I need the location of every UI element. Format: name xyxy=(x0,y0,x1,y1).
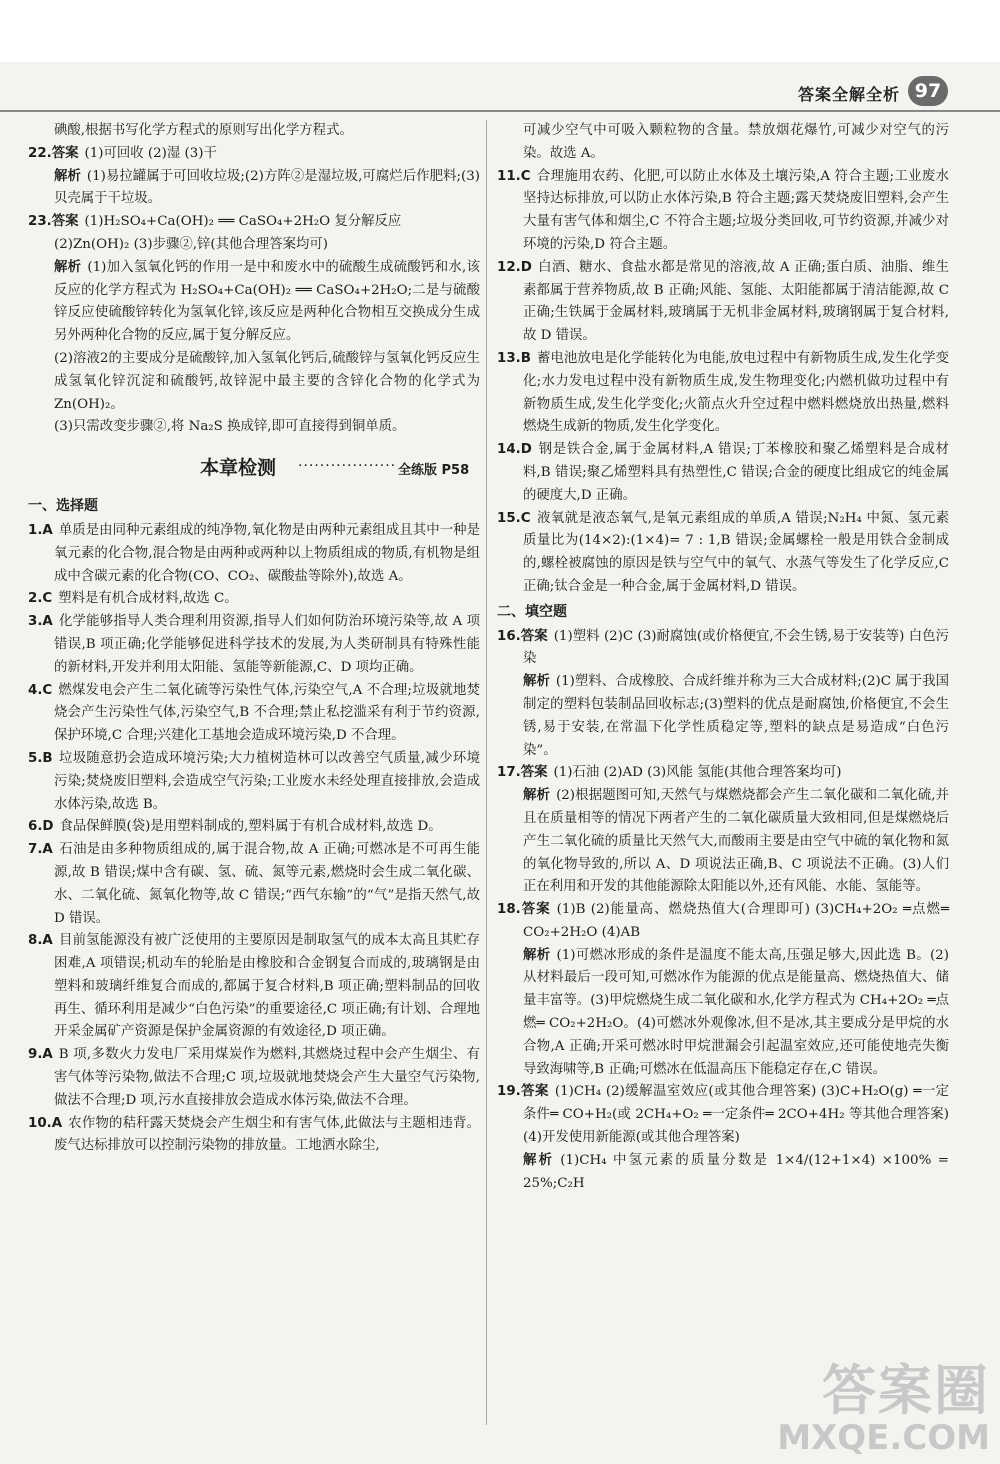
answer-paragraph xyxy=(28,143,480,166)
answer-paragraph xyxy=(28,588,480,611)
answer-paragraph xyxy=(28,839,480,930)
running-header-title: 答案全解全析 xyxy=(797,85,900,104)
answer-paragraph xyxy=(497,785,949,899)
paragraph-text: 钢是铁合金,属于金属材料,A 错误;丁苯橡胶和聚乙烯塑料是合成材料,B 错误;聚乙烯塑料具有热塑性,C 错误;合金的硬度比组成它的纯金属的硬度大,D 正确。 xyxy=(523,442,949,503)
answer-paragraph xyxy=(28,816,480,839)
answer-paragraph xyxy=(497,762,949,785)
question-label: 18.答案 xyxy=(497,902,551,918)
paragraph-text: 合理施用农药、化肥,可以防止水体及土壤污染,A 符合主题;工业废水坚持达标排放,可以防止水体污染,B 符合主题;露天焚烧废旧塑料,会产生大量有害气体和烟尘,C 不符合主题;垃圾分类回收,可节约资源,并减少对环境的污染,D 符合主题。 xyxy=(523,168,949,252)
question-label: 3.A xyxy=(28,614,53,630)
answer-paragraph xyxy=(497,257,949,348)
chapter-heading xyxy=(28,449,480,493)
question-label: 23.答案 xyxy=(28,214,79,230)
question-label: 解析 xyxy=(54,168,81,184)
paragraph-text: (1)易拉罐属于可回收垃圾;(2)方阵②是湿垃圾,可腐烂后作肥料;(3)贝壳属于干垃圾。 xyxy=(54,168,481,207)
question-label: 4.C xyxy=(28,682,53,698)
paragraph-text: (1)塑料 (2)C (3)耐腐蚀(或价格便宜,不会生锈,易于安装等) 白色污染 xyxy=(523,628,949,667)
chapter-leader-dots: ·················· xyxy=(298,458,397,475)
answer-paragraph xyxy=(497,945,949,1082)
paragraph-text: (1)CH₄ 中氢元素的质量分数是 1×4/(12+1×4) ×100% = 25%;C₂H xyxy=(523,1152,950,1191)
answer-paragraph xyxy=(497,439,949,507)
text-paragraph xyxy=(28,348,480,416)
answer-paragraph xyxy=(28,1113,480,1159)
question-label: 解析 xyxy=(523,788,551,804)
answer-paragraph xyxy=(497,348,949,439)
column-divider xyxy=(486,120,487,1425)
chapter-title: 本章检测 xyxy=(200,457,277,480)
question-label: 13.B xyxy=(497,350,531,366)
question-label: 9.A xyxy=(28,1047,53,1063)
paragraph-text: 可减少空气中可吸入颗粒物的含量。禁放烟花爆竹,可减少对空气的污染。故选 A。 xyxy=(523,123,949,161)
question-label: 22.答案 xyxy=(28,145,79,161)
answer-paragraph xyxy=(28,680,480,748)
paragraph-text: 垃圾随意扔会造成环境污染;大力植树造林可以改善空气质量,减少环境污染;焚烧废旧塑料,会造成空气污染;工业废水未经处理直接排放,会造成水体污染,故选 B。 xyxy=(54,750,480,812)
section-heading: 二、填空题 xyxy=(497,603,567,620)
paragraph-text: (1)塑料、合成橡胶、合成纤维并称为三大合成材料;(2)C 属于我国制定的塑料包装制品回收标志;(3)塑料的优点是耐腐蚀,价格便宜,不会生锈,易于安装,在常温下化学性质稳定等,塑料的缺点是易造成“白色污染”。 xyxy=(523,674,949,758)
answer-paragraph xyxy=(497,899,949,945)
question-label: 10.A xyxy=(28,1115,63,1131)
text-paragraph xyxy=(28,120,480,143)
right-column xyxy=(497,120,949,1195)
question-label: 7.A xyxy=(28,842,53,858)
answer-paragraph xyxy=(497,671,949,762)
paragraph-text: (1)加入氢氧化钙的作用一是中和废水中的硫酸生成硫酸钙和水,该反应的化学方程式为 H₂SO₄+Ca(OH)₂ ══ CaSO₄+2H₂O;二是与硫酸锌反应使硫酸锌转化为氢氧化锌,该反应是两种化合物相互交换成分生成另外两种化合物的反应,属于复分解反应。 xyxy=(54,259,480,344)
text-paragraph xyxy=(28,416,480,439)
paragraph-text: 燃煤发电会产生二氧化硫等污染性气体,污染空气,A 不合理;垃圾就地焚烧会产生污染性气体,污染空气,B 不合理;禁止私挖滥采有利于节约资源,保护环境,C 合理;兴建化工基地会造成环境污染,D 不合理。 xyxy=(54,682,480,744)
answer-paragraph xyxy=(497,166,949,257)
paragraph-text: 农作物的秸秆露天焚烧会产生烟尘和有害气体,此做法与主题相违背。废气达标排放可以控制污染物的排放量。工地洒水除尘, xyxy=(54,1115,480,1154)
question-label: 6.D xyxy=(28,819,54,835)
paragraph-text: 目前氢能源没有被广泛使用的主要原因是制取氢气的成本太高且其贮存困难,A 项错误;机动车的轮胎是由橡胶和合金钢复合而成的,玻璃钢是由塑料和玻璃纤维复合而成的,都属于复合材料,B 项正确;塑料制品的回收再生、循环利用是减少“白色污染”的重要途径,C 项正确;有计划、合理地开采金属矿产资源是保护金属资源的有效途径,D 项正确。 xyxy=(54,933,480,1040)
answer-paragraph xyxy=(28,211,480,234)
section-heading: 一、选择题 xyxy=(28,498,98,515)
question-label: 5.B xyxy=(28,750,53,766)
paragraph-text: (1)CH₄ (2)缓解温室效应(或其他合理答案) (3)C+H₂O(g) ═一定条件═ CO+H₂(或 2CH₄+O₂ ═一定条件═ 2CO+4H₂ 等其他合理答案) (4)开发使用新能源(或其他合理答案) xyxy=(523,1084,949,1146)
paragraph-text: 蓄电池放电是化学能转化为电能,放电过程中有新物质生成,发生化学变化;水力发电过程中没有新物质生成,发生物理变化;内燃机做功过程中有新物质生成,发生化学变化;火箭点火升空过程中燃料燃烧放出热量,燃料燃烧生成新的物质,发生化学变化。 xyxy=(523,350,949,435)
paragraph-text: 白酒、糖水、食盐水都是常见的溶液,故 A 正确;蛋白质、油脂、维生素都属于营养物质,故 B 正确;风能、氢能、太阳能都属于清洁能源,故 C 正确;生铁属于金属材料,玻璃属于无机非金属材料,玻璃钢属于复合材料,故 D 错误。 xyxy=(523,259,949,344)
answer-paragraph xyxy=(497,1081,949,1149)
question-label: 解析 xyxy=(523,1152,555,1168)
answer-paragraph xyxy=(28,520,480,588)
paragraph-text: (1)石油 (2)AD (3)风能 氢能(其他合理答案均可) xyxy=(553,765,842,781)
page-top-margin xyxy=(0,0,1000,62)
question-label: 2.C xyxy=(28,591,53,607)
question-label: 12.D xyxy=(497,259,532,275)
paragraph-text: 食品保鲜膜(袋)是用塑料制成的,塑料属于有机合成材料,故选 D。 xyxy=(59,819,442,835)
answer-paragraph xyxy=(28,611,480,679)
left-column xyxy=(28,120,480,1158)
question-label: 解析 xyxy=(54,259,82,275)
paragraph-text: (2)Zn(OH)₂ (3)步骤②,锌(其他合理答案均可) xyxy=(54,236,328,252)
question-label: 1.A xyxy=(28,522,53,538)
paragraph-text: 液氧就是液态氧气,是氧元素组成的单质,A 错误;N₂H₄ 中氮、氢元素质量比为(14×2):(1×4)= 7 : 1,B 错误;金属螺栓一般是用铁合金制成的,螺栓被腐蚀的原因是铁与空气中的氧气、水蒸气等发生了化学反应,C 正确;钛合金是一种合金,属于金属材料,D 错误。 xyxy=(523,510,949,594)
paragraph-text: (1)可回收 (2)湿 (3)干 xyxy=(84,145,217,161)
text-paragraph xyxy=(28,234,480,257)
paragraph-text: (3)只需改变步骤②,将 Na₂S 换成锌,即可直接得到铜单质。 xyxy=(54,419,406,435)
answer-paragraph xyxy=(497,1150,949,1196)
paragraph-text: 单质是由同种元素组成的纯净物,氧化物是由两种元素组成且其中一种是氧元素的化合物,混合物是由两种或两种以上物质组成的物质,有机物是组成中含碳元素的化合物(CO、CO₂、碳酸盐等除外),故选 A。 xyxy=(54,522,480,584)
page-number-badge: 97 xyxy=(908,76,948,106)
question-label: 15.C xyxy=(497,510,531,526)
question-label: 解析 xyxy=(523,947,551,963)
answer-paragraph xyxy=(28,748,480,816)
paragraph-text: (1)可燃冰形成的条件是温度不能太高,压强足够大,因此选 B。(2)从材料最后一段可知,可燃冰作为能源的优点是能量高、燃烧热值大、储量丰富等。(3)甲烷燃烧生成二氧化碳和水,化学方程式为 CH₄+2O₂ ═点燃═ CO₂+2H₂O。(4)可燃冰外观像冰,但不是冰,其主要成分是甲烷的水合物,A 正确;开采可燃冰时甲烷泄漏会引起温室效应,还可能使地壳失衡导致海啸等,B 正确;可燃冰在低温高压下能稳定存在,C 错误。 xyxy=(523,947,950,1077)
paragraph-text: B 项,多数火力发电厂采用煤炭作为燃料,其燃烧过程中会产生烟尘、有害气体等污染物,做法不合理;C 项,垃圾就地焚烧会产生大量空气污染物,做法不合理;D 项,污水直接排放会造成水体污染,做法不合理。 xyxy=(54,1047,480,1108)
question-label: 8.A xyxy=(28,933,53,949)
question-label: 14.D xyxy=(497,442,532,458)
question-label: 16.答案 xyxy=(497,628,548,644)
answer-paragraph xyxy=(28,1044,480,1112)
answer-paragraph xyxy=(497,508,949,599)
header-rule xyxy=(0,110,1000,112)
paragraph-text: (2)根据题图可知,天然气与煤燃烧都会产生二氧化碳和二氧化硫,并且在质量相等的情况下两者产生的二氧化碳质量大致相同,但是煤燃烧后产生二氧化硫的质量比天然气大,而酸雨主要是由空气中硫的氧化物和氮的氧化物导致的,所以 A、D 项说法正确,B、C 项说法不正确。(3)人们正在利用和开发的其他能源除太阳能以外,还有风能、水能、氢能等。 xyxy=(523,788,950,895)
watermark-logo: 答案圈 MXQE.COM xyxy=(777,1359,990,1458)
answer-paragraph xyxy=(497,626,949,672)
paragraph-text: 塑料是有机合成材料,故选 C。 xyxy=(58,591,238,607)
paragraph-text: (2)溶液2的主要成分是硫酸锌,加入氢氧化钙后,硫酸锌与氢氧化钙反应生成氢氧化锌沉淀和硫酸钙,故锌泥中最主要的含锌化合物的化学式为 Zn(OH)₂。 xyxy=(54,350,480,412)
paragraph-text: 碘酸,根据书写化学方程式的原则写出化学方程式。 xyxy=(54,123,353,138)
paragraph-text: 石油是由多种物质组成的,属于混合物,故 A 正确;可燃冰是不可再生能源,故 B 错误;煤中含有碳、氢、硫、氮等元素,燃烧时会生成二氧化碳、水、二氧化硫、氮氧化物等,故 C 错误;“西气东输”的“气”是指天然气,故 D 错误。 xyxy=(54,842,480,926)
answer-paragraph xyxy=(28,930,480,1044)
question-label: 17.答案 xyxy=(497,765,548,781)
question-label: 解析 xyxy=(523,674,550,690)
chapter-page-ref: 全练版 P58 xyxy=(398,463,470,479)
text-paragraph xyxy=(497,120,949,166)
answer-paragraph xyxy=(28,257,480,348)
paragraph-text: 化学能够指导人类合理利用资源,指导人们如何防治环境污染等,故 A 项错误,B 项正确;化学能够促进科学技术的发展,为人类研制具有特殊性能的新材料,开发并利用太阳能、氢能等新能源,C、D 项均正确。 xyxy=(54,614,480,675)
answer-paragraph xyxy=(28,166,480,212)
question-label: 19.答案 xyxy=(497,1084,549,1100)
question-label: 11.C xyxy=(497,168,531,184)
paragraph-text: (1)H₂SO₄+Ca(OH)₂ ══ CaSO₄+2H₂O 复分解反应 xyxy=(84,214,402,230)
paragraph-text: (1)B (2)能量高、燃烧热值大(合理即可) (3)CH₄+2O₂ ═点燃═ CO₂+2H₂O (4)AB xyxy=(523,902,949,940)
